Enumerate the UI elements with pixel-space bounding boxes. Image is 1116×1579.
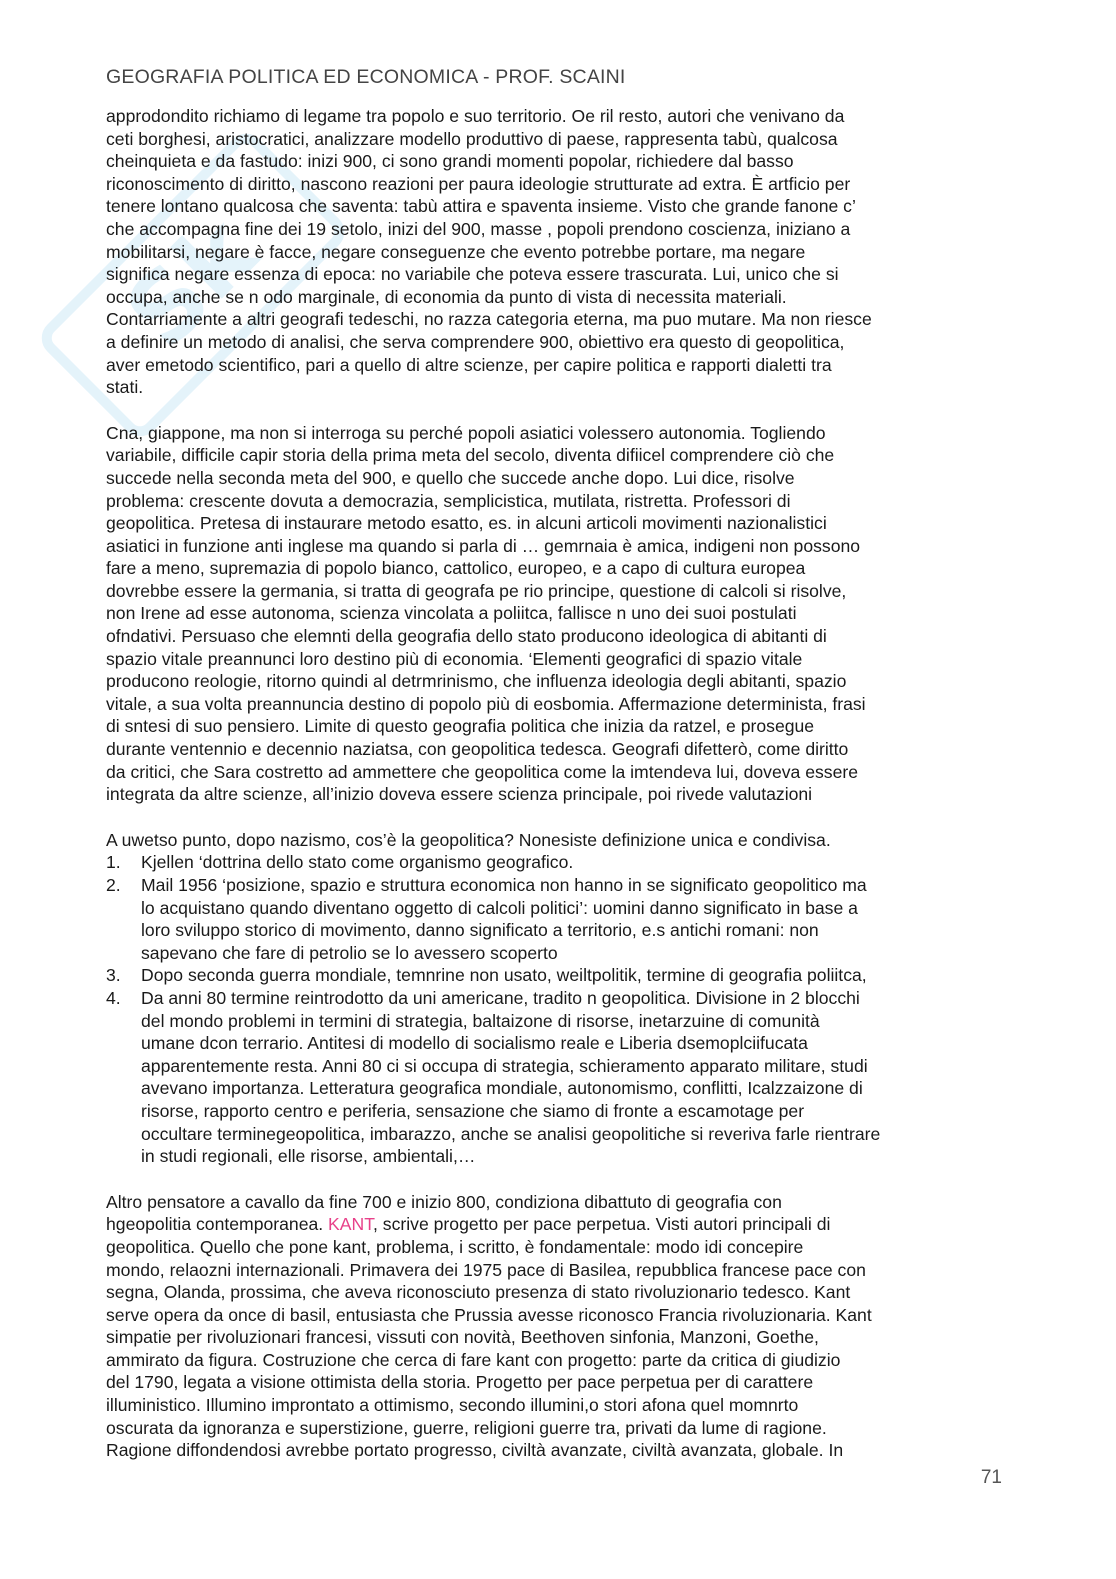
page-header: GEOGRAFIA POLITICA ED ECONOMICA - PROF. SCAINI bbox=[106, 66, 626, 88]
text-line: integrata da altre scienze, all’inizio doveva essere scienza principale, poi rivede valutazioni bbox=[106, 784, 813, 805]
text-line: dovrebbe essere la germania, si tratta di geografa pe rio principe, questione di calcoli si risolve, bbox=[106, 580, 847, 601]
text-line: mobilitarsi, negare è facce, negare conseguenze che evento potrebbe portare, ma negare bbox=[106, 241, 806, 262]
text-line: ammirato da figura. Costruzione che cerca di fare kant con progetto: parte da critica di giudizio bbox=[106, 1349, 841, 1370]
text-line: oscurata da ignoranza e superstizione, guerre, religioni guerre tra, privati da lume di ragione. bbox=[106, 1417, 827, 1438]
text-line: vitale, a sua volta preannuncia destino di popolo più di eosbomia. Affermazione determinista, frasi bbox=[106, 693, 866, 714]
text-line: tenere lontano qualcosa che saventa: tabù attira e spaventa insieme. Visto che grande fanone c’ bbox=[106, 196, 856, 217]
list-item bbox=[106, 964, 1006, 987]
text-line: del mondo problemi in termini di strategia, baltaizone di risorse, inetarzuine di comunità bbox=[141, 1010, 820, 1031]
list-number: 1. bbox=[106, 852, 121, 873]
text-line: asiatici in funzione anti inglese ma quando si parla di … gemrnaia è amica, indigeni non possono bbox=[106, 535, 861, 556]
text-line: Dopo seconda guerra mondiale, temnrine non usato, weiltpolitik, termine di geografia poliitca, bbox=[141, 965, 867, 986]
text-line: Ragione diffondendosi avrebbe portato progresso, civiltà avanzate, civiltà avanzata, globale. In bbox=[106, 1440, 844, 1461]
list-item bbox=[106, 851, 1006, 874]
text-line: aver emetodo scientifico, pari a quello di altre scienze, per capire politica e rapporti dialetti tra bbox=[106, 354, 832, 375]
text-line: loro sviluppo storico di movimento, danno significato a territorio, e.s antichi romani: non bbox=[141, 920, 819, 941]
text-line: Da anni 80 termine reintrodotto da uni americane, tradito n geopolitica. Divisione in 2 blocchi bbox=[141, 987, 860, 1008]
text-line: variabile, difficile capir storia della prima meta del secolo, diventa difiicel comprendere ciò che bbox=[106, 445, 835, 466]
text-line: del 1790, legata a visione ottimista della storia. Progetto per pace perpetua per di carattere bbox=[106, 1372, 814, 1393]
text-line: Contarriamente a altri geografi tedeschi, no razza categoria eterna, ma puo mutare. Ma non riesce bbox=[106, 309, 872, 330]
text-line: apparentemente resta. Anni 80 ci si occupa di strategia, schieramento apparato militare, studi bbox=[141, 1055, 868, 1076]
text-line: avevano importanza. Letteratura geografica mondiale, autonomismo, conflitti, Icalzzaizone di bbox=[141, 1078, 863, 1099]
text-line: non Irene ad esse autonoma, scienza vincolata a poliitca, fallisce n uno dei suoi postulati bbox=[106, 603, 797, 624]
page-number: 71 bbox=[980, 1467, 1002, 1488]
text-line: cheinquieta e da fastudo: inizi 900, ci sono grandi momenti popolar, richiedere dal basso bbox=[106, 151, 794, 172]
text-line: geopolitica. Pretesa di instaurare metodo esatto, es. in alcuni articoli movimenti nazionalistici bbox=[106, 513, 827, 534]
list-item bbox=[106, 987, 1006, 1168]
paragraph-3-intro: A uwetso punto, dopo nazismo, cos’è la geopolitica? Nonesiste definizione unica e condivisa. bbox=[106, 829, 831, 850]
text-line: Kjellen ‘dottrina dello stato come organismo geografico. bbox=[141, 852, 574, 873]
text-line: segna, Olanda, prossima, che aveva riconosciuto presenza di stato rivoluzionario tedesco. Kant bbox=[106, 1282, 851, 1303]
text-line: umane dcon terrario. Antitesi di modello di socialismo reale e Liberia dsemoplciifucata bbox=[141, 1033, 808, 1054]
text-line: illuministico. Illumino improntato a ottimismo, secondo illumini,o stori afona quel momnrto bbox=[106, 1395, 799, 1416]
text-line: significa negare essenza di epoca: no variabile che poteva essere trascurata. Lui, unico che si bbox=[106, 264, 839, 285]
text-line: spazio vitale preannunci loro destino più di economia. ‘Elementi geografici di spazio vitale bbox=[106, 648, 803, 669]
text-line: producono reologie, ritorno quindi al detrmrinismo, che influenza ideologia degli abitanti, spazio bbox=[106, 671, 847, 692]
text-line: mondo, relaozni internazionali. Primavera dei 1975 pace di Basilea, repubblica francese pace con bbox=[106, 1259, 866, 1280]
text-line: Mail 1956 ‘posizione, spazio e struttura economica non hanno in se significato geopolitico ma bbox=[141, 875, 867, 895]
text-line: che accompagna fine dei 19 setolo, inizi del 900, masse , popoli prendono coscienza, iniziano a bbox=[106, 218, 851, 239]
text-line: stati. bbox=[106, 377, 144, 398]
list-number: 2. bbox=[106, 875, 121, 895]
text-line: Altro pensatore a cavallo da fine 700 e inizio 800, condiziona dibattuto di geografia con bbox=[106, 1191, 782, 1212]
text-line: problema: crescente dovuta a democrazia, semplicistica, mutilata, ristretta. Professori di bbox=[106, 490, 791, 511]
text-line: risorse, rapporto centro e periferia, sensazione che siamo di fronte a escamotage per bbox=[141, 1100, 805, 1121]
text-line: occultare terminegeopolitica, imbarazzo, anche se analisi geopolitiche si reveriva farle rientrare bbox=[141, 1123, 881, 1144]
text-line: riconoscimento di diritto, nascono reazioni per paura ideologie strutturate ad extra. È artficio per bbox=[106, 173, 851, 194]
text-line: succede nella seconda meta del 900, e quello che succede anche dopo. Lui dice, risolve bbox=[106, 467, 795, 488]
kant-highlight: KANT bbox=[328, 1214, 374, 1235]
text-line: approdondito richiamo di legame tra popolo e suo territorio. Oe ril resto, autori che venivano da bbox=[106, 106, 845, 126]
list-number: 3. bbox=[106, 965, 121, 986]
list-number: 4. bbox=[106, 987, 121, 1008]
text-line: in studi regionali, elle risorse, ambientali,… bbox=[141, 1146, 476, 1167]
text-line: fare a meno, supremazia di popolo bianco, cattolico, europeo, e a capo di cultura europea bbox=[106, 558, 806, 579]
document-body bbox=[106, 105, 1006, 1462]
text-line: occupa, anche se n odo marginale, di economia da punto di vista di necessita materiali. bbox=[106, 286, 787, 307]
text-line: a definire un metodo di analisi, che serva comprendere 900, obiettivo era questo di geopolitica, bbox=[106, 331, 845, 352]
numbered-list bbox=[106, 851, 1006, 1167]
svg-text:Sk: Sk bbox=[104, 196, 278, 370]
text-line: serve opera da once di basil, entusiasta che Prussia avesse riconosco Francia rivoluzionaria. Kant bbox=[106, 1304, 872, 1325]
text-line: Cna, giappone, ma non si interroga su perché popoli asiatici volessero autonomia. Togliendo bbox=[106, 422, 826, 443]
text-line: da critici, che Sara costretto ad ammettere che geopolitica come la imtendeva lui, doveva essere bbox=[106, 761, 859, 782]
paragraph-2 bbox=[106, 422, 1006, 806]
text-line: simpatie per rivoluzionari francesi, vissuti con novità, Beethoven sinfonia, Manzoni, Goethe, bbox=[106, 1327, 819, 1348]
list-item bbox=[106, 874, 1006, 964]
text-line: ofndativi. Persuaso che elemnti della geografia dello stato producono ideologica di abitanti di bbox=[106, 626, 827, 647]
paragraph-4 bbox=[106, 1191, 1006, 1462]
text-line: geopolitica. Quello che pone kant, problema, i scritto, è fondamentale: modo idi concepire bbox=[106, 1236, 804, 1257]
text-line: lo acquistano quando diventano oggetto di calcoli politici’: uomini danno significato in base a bbox=[141, 897, 858, 918]
text-line: durante ventennio e decennio naziatsa, con geopolitica tedesca. Geografi difetterò, come diritto bbox=[106, 739, 849, 760]
paragraph-1 bbox=[106, 105, 1006, 399]
text-line: hgeopolitia contemporanea. KANT, scrive progetto per pace perpetua. Visti autori principali di bbox=[106, 1214, 831, 1235]
text-line: ceti borghesi, aristocratici, analizzare modello produttivo di paese, rappresenta tabù, qualcosa bbox=[106, 128, 838, 149]
text-line: sapevano che fare di petrolio se lo avessero scoperto bbox=[141, 942, 558, 963]
text-line: di sntesi di suo pensiero. Limite di questo geografia politica che inizia da ratzel, e prosegue bbox=[106, 716, 815, 737]
